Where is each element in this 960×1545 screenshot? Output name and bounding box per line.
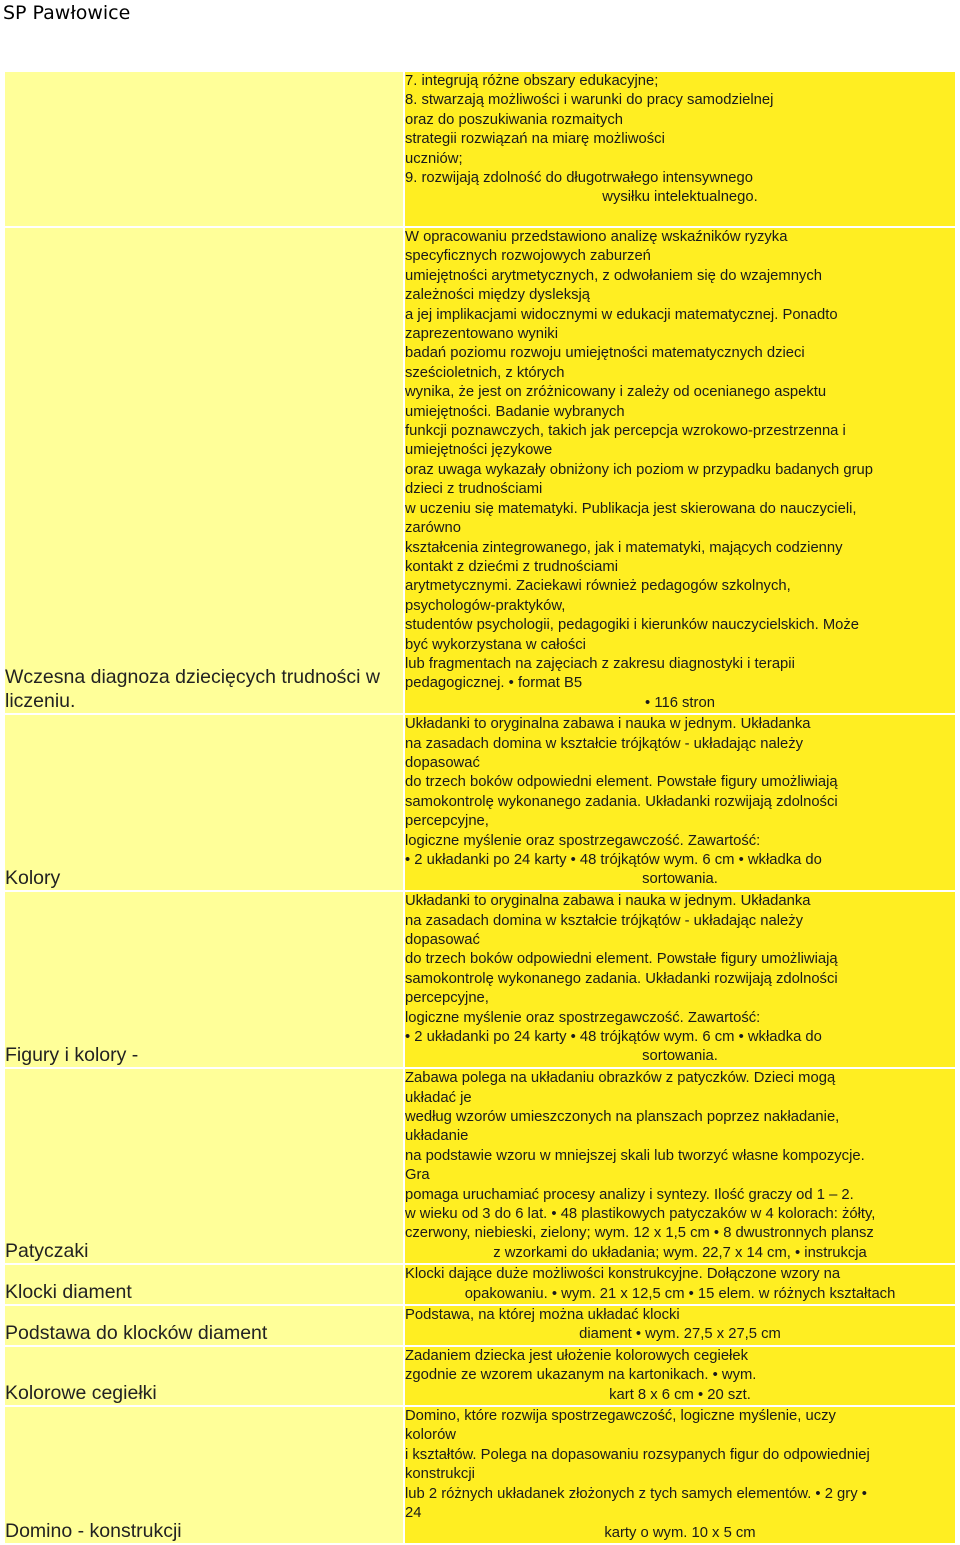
description-line: 9. rozwijają zdolność do długotrwałego intensywnego — [405, 170, 753, 187]
description-line: sortowania. — [642, 1048, 718, 1065]
description-line: Układanki to oryginalna zabawa i nauka w jednym. Układanka — [405, 716, 811, 733]
description-line: Gra — [405, 1167, 430, 1184]
description-line: konstrukcji — [405, 1466, 475, 1483]
table-row — [5, 892, 955, 1067]
description-line: oraz uwaga wykazały obniżony ich poziom w przypadku badanych grup — [405, 461, 874, 478]
description-line: 24 — [405, 1505, 422, 1522]
product-name-cell: Kolory — [5, 715, 403, 890]
product-description-cell — [405, 228, 955, 713]
description-line: diament • wym. 27,5 x 27,5 cm — [579, 1326, 781, 1343]
product-table — [3, 70, 957, 1545]
description-line: Układanki to oryginalna zabawa i nauka w jednym. Układanka — [405, 893, 811, 910]
description-line: karty o wym. 10 x 5 cm — [604, 1524, 756, 1541]
description-line: percepcyjne, — [405, 990, 489, 1007]
product-name-cell: Wczesna diagnoza dziecięcych trudności w liczeniu. — [5, 228, 403, 713]
description-line: umiejętności. Badanie wybranych — [405, 403, 625, 420]
description-line: do trzech boków odpowiedni element. Powstałe figury umożliwiają — [405, 951, 838, 968]
description-line: wynika, że jest on zróżnicowany i zależy od ocenianego aspektu — [405, 384, 827, 401]
description-line: dzieci z trudnościami — [405, 481, 543, 498]
product-name-cell — [5, 72, 403, 226]
description-line: arytmetycznymi. Zaciekawi również pedagogów szkolnych, — [405, 578, 791, 595]
description-line: percepcyjne, — [405, 813, 489, 830]
description-line: 7. integrują różne obszary edukacyjne; — [405, 73, 659, 89]
description-line: Zadaniem dziecka jest ułożenie kolorowych cegiełek — [405, 1347, 748, 1364]
description-line: zaprezentowano wyniki — [405, 326, 558, 343]
description-line: na podstawie wzoru w mniejszej skali lub tworzyć własne kompozycje. — [405, 1147, 865, 1164]
description-line: w uczeniu się matematyki. Publikacja jest skierowana do nauczycieli, — [405, 500, 857, 517]
table-row — [5, 1347, 955, 1405]
description-line: • 2 układanki po 24 karty • 48 trójkątów wym. 6 cm • wkładka do — [405, 852, 822, 868]
table-row — [5, 1069, 955, 1263]
description-line: układanie — [405, 1128, 469, 1145]
description-line: układać je — [405, 1089, 472, 1106]
description-line: samokontrolę wykonanego zadania. Układanki rozwijają zdolności — [405, 970, 838, 987]
description-line: studentów psychologii, pedagogiki i kierunków nauczycielskich. Może — [405, 617, 860, 634]
description-line: Domino, które rozwija spostrzegawczość, logiczne myślenie, uczy — [405, 1408, 836, 1425]
description-line: czerwony, niebieski, zielony; wym. 12 x 1,5 cm • 8 dwustronnych plansz — [405, 1225, 874, 1242]
description-line: oraz do poszukiwania rozmaitych — [405, 111, 623, 128]
description-line: dopasować — [405, 931, 480, 948]
description-line: umiejętności arytmetycznych, z odwołaniem się do wzajemnych — [405, 267, 822, 284]
description-line: kolorów — [405, 1427, 456, 1444]
product-description-cell — [405, 72, 955, 226]
product-description-cell — [405, 1069, 955, 1263]
product-description-cell — [405, 715, 955, 890]
description-line: logiczne myślenie oraz spostrzegawczość. Zawartość: — [405, 1009, 761, 1026]
description-line: wysiłku intelektualnego. — [602, 189, 758, 206]
description-line: pedagogicznej. • format B5 — [405, 675, 583, 692]
description-line: sześcioletnich, z których — [405, 364, 565, 381]
product-name-cell: Kolorowe cegiełki — [5, 1347, 403, 1405]
table-row — [5, 1407, 955, 1543]
description-line: Podstawa, na której można układać klocki — [405, 1307, 680, 1324]
description-line: z wzorkami do układania; wym. 22,7 x 14 cm, • instrukcja — [493, 1244, 867, 1261]
product-description-cell — [405, 1347, 955, 1405]
table-row — [5, 1265, 955, 1304]
product-description-cell — [405, 1265, 955, 1304]
description-line: w wieku od 3 do 6 lat. • 48 plastikowych patyczaków w 4 kolorach: żółty, — [405, 1206, 876, 1222]
description-line: zgodnie ze wzorem ukazanym na kartonikach. • wym. — [405, 1367, 757, 1384]
description-line: do trzech boków odpowiedni element. Powstałe figury umożliwiają — [405, 774, 838, 791]
description-line: logiczne myślenie oraz spostrzegawczość. Zawartość: — [405, 832, 761, 849]
description-line: opakowaniu. • wym. 21 x 12,5 cm • 15 elem. w różnych kształtach — [464, 1285, 896, 1302]
description-line: strategii rozwiązań na miarę możliwości — [405, 131, 665, 148]
description-line: uczniów; — [405, 150, 463, 167]
description-line: zależności między dysleksją — [405, 287, 591, 304]
product-name-cell: Figury i kolory - — [5, 892, 403, 1067]
table-row — [5, 715, 955, 890]
description-line: specyficznych rozwojowych zaburzeń — [405, 248, 651, 265]
description-line: pomaga uruchamiać procesy analizy i syntezy. Ilość graczy od 1 – 2. — [405, 1186, 854, 1203]
description-line: Zabawa polega na układaniu obrazków z patyczków. Dzieci mogą — [405, 1070, 836, 1087]
description-line: • 2 układanki po 24 karty • 48 trójkątów wym. 6 cm • wkładka do — [405, 1029, 822, 1045]
description-line: umiejętności językowe — [405, 442, 553, 459]
description-line: lub 2 różnych układanek złożonych z tych samych elementów. • 2 gry • — [405, 1485, 867, 1502]
description-line: Klocki dające duże możliwości konstrukcyjne. Dołączone wzory na — [405, 1266, 841, 1283]
product-description-cell — [405, 892, 955, 1067]
description-line: kształcenia zintegrowanego, jak i matematyki, mających codzienny — [405, 539, 843, 556]
description-line: sortowania. — [642, 871, 718, 888]
product-name-cell: Domino - konstrukcji — [5, 1407, 403, 1543]
description-line: 8. stwarzają możliwości i warunki do pracy samodzielnej — [405, 92, 774, 109]
description-line: psychologów-praktyków, — [405, 597, 566, 614]
description-line: funkcji poznawczych, takich jak percepcja wzrokowo-przestrzenna i — [405, 423, 846, 440]
description-line: na zasadach domina w kształcie trójkątów - układając należy — [405, 735, 804, 752]
description-line: a jej implikacjami widocznymi w edukacji matematycznej. Ponadto — [405, 306, 838, 323]
description-line: kontakt z dziećmi z trudnościami — [405, 558, 618, 575]
page-header: SP Pawłowice — [3, 2, 131, 24]
description-line: i kształtów. Polega na dopasowaniu rozsypanych figur do odpowiedniej — [405, 1446, 870, 1463]
description-line: na zasadach domina w kształcie trójkątów - układając należy — [405, 912, 804, 929]
description-line: dopasować — [405, 754, 480, 771]
description-line: według wzorów umieszczonych na planszach poprzez nakładanie, — [405, 1108, 840, 1125]
description-line: badań poziomu rozwoju umiejętności matematycznych dzieci — [405, 345, 805, 362]
product-description-cell — [405, 1306, 955, 1345]
product-name-cell: Klocki diament — [5, 1265, 403, 1304]
table-row — [5, 1306, 955, 1345]
product-name-cell: Podstawa do klocków diament — [5, 1306, 403, 1345]
description-line: kart 8 x 6 cm • 20 szt. — [609, 1386, 751, 1403]
description-line: być wykorzystana w całości — [405, 636, 586, 653]
table-row — [5, 72, 955, 226]
description-line: • 116 stron — [645, 694, 715, 711]
product-name-cell: Patyczaki — [5, 1069, 403, 1263]
description-line: samokontrolę wykonanego zadania. Układanki rozwijają zdolności — [405, 793, 838, 810]
description-line: lub fragmentach na zajęciach z zakresu diagnostyki i terapii — [405, 655, 795, 672]
description-line: W opracowaniu przedstawiono analizę wskaźników ryzyka — [405, 229, 788, 245]
table-row — [5, 228, 955, 713]
description-line: zarówno — [405, 520, 461, 537]
product-description-cell — [405, 1407, 955, 1543]
